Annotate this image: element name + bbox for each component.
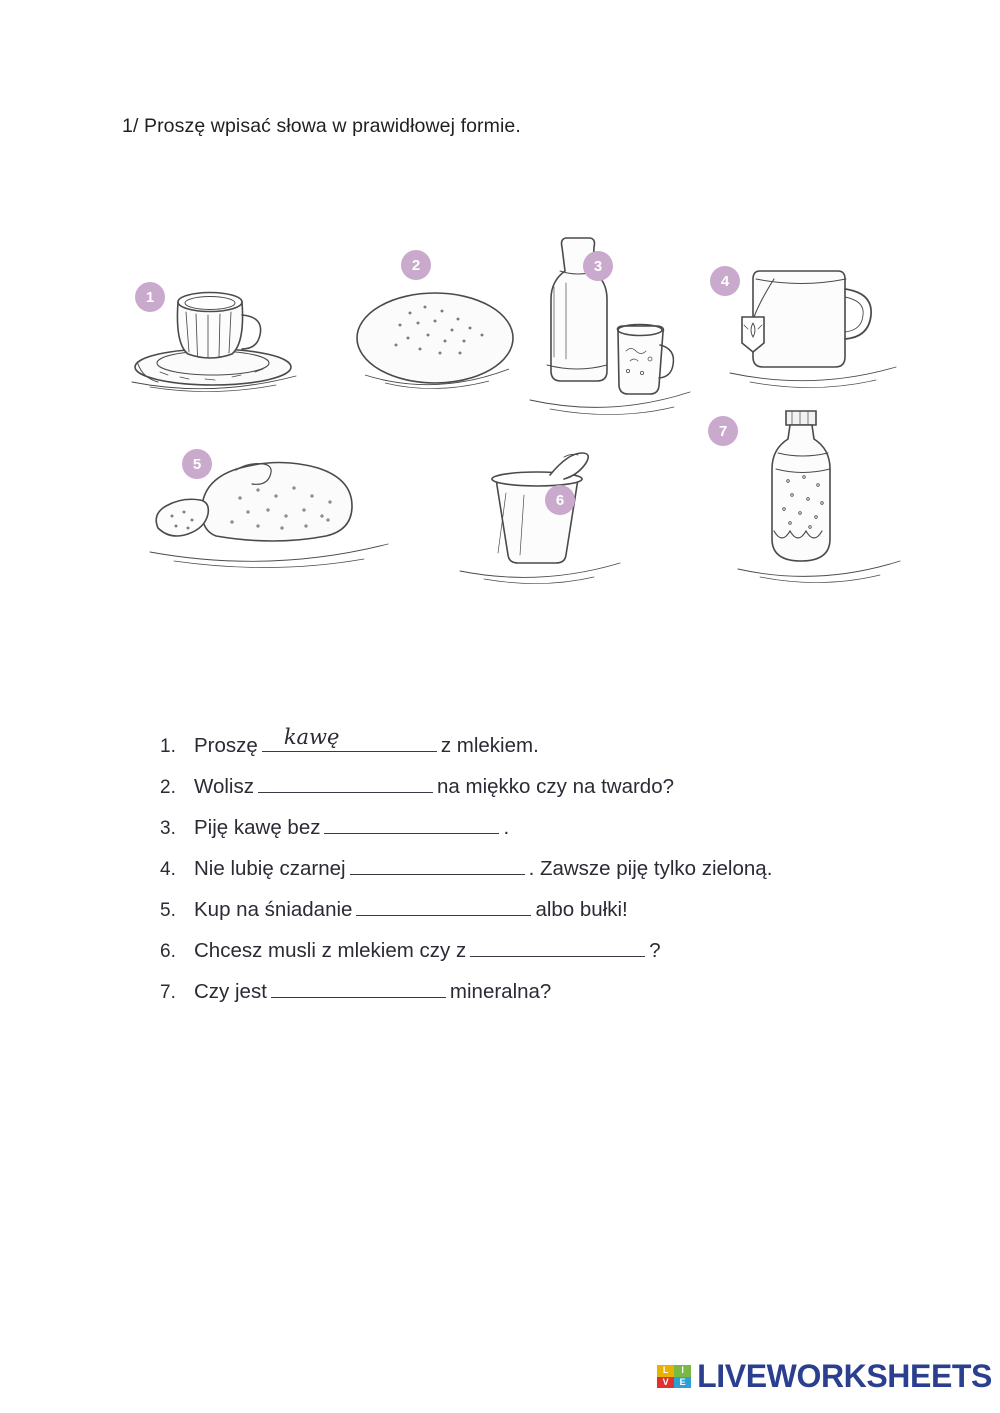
picture-badge-2: 2: [401, 250, 431, 280]
answer-blank-5[interactable]: [356, 894, 531, 916]
sentence-text-after: mineralna?: [449, 979, 552, 1003]
picture-badge-1: 1: [135, 282, 165, 312]
sentence-text-after: z mlekiem.: [440, 733, 539, 757]
cup-of-coffee-on-saucer-image: [120, 260, 310, 400]
logo-square-l: L: [657, 1365, 674, 1377]
sentence-row-3: [160, 812, 960, 840]
picture-badge-3: 3: [583, 251, 613, 281]
sentence-row-6: [160, 935, 960, 963]
sentence-text-after: albo bułki!: [535, 897, 628, 921]
answer-blank-3[interactable]: [324, 812, 499, 834]
sentence-number: 7.: [160, 981, 176, 1003]
boiled-egg-image: [340, 283, 530, 403]
logo-wordmark: LIVEWORKSHEETS: [697, 1358, 992, 1394]
logo-square-v: V: [657, 1377, 674, 1389]
sentence-number: 1.: [160, 735, 176, 757]
answer-blank-2[interactable]: [258, 771, 433, 793]
sentence-text-before: Proszę: [194, 733, 258, 757]
sentence-number: 4.: [160, 858, 176, 880]
sentence-text-before: Nie lubię czarnej: [194, 856, 346, 880]
sentence-text-after: na miękko czy na twardo?: [437, 774, 675, 798]
answer-blank-1[interactable]: [262, 730, 437, 752]
sentence-row-1: [160, 730, 960, 758]
sentence-text-after: . Zawsze piję tylko zieloną.: [528, 856, 773, 880]
sentence-text-after: ?: [649, 938, 661, 962]
liveworksheets-logo[interactable]: [657, 1358, 992, 1395]
yogurt-cup-image: [440, 435, 630, 590]
sentence-row-2: [160, 771, 960, 799]
answer-blank-6[interactable]: [470, 935, 645, 957]
picture-badge-6: 6: [545, 485, 575, 515]
picture-badge-7: 7: [708, 416, 738, 446]
sentence-text-before: Chcesz musli z mlekiem czy z: [194, 938, 467, 962]
sentence-row-4: [160, 853, 960, 881]
milk-bottle-and-jug-image: [510, 225, 710, 430]
sentence-row-7: [160, 976, 960, 1004]
bread-loaf-with-slice-image: [140, 440, 400, 585]
tea-mug-with-teabag-image: [712, 243, 912, 408]
sentence-text-before: Piję kawę bez: [194, 815, 321, 839]
sentence-number: 6.: [160, 940, 176, 962]
logo-square-i: I: [674, 1365, 691, 1377]
sentence-text-before: Czy jest: [194, 979, 267, 1003]
sentence-row-5: [160, 894, 960, 922]
answer-blank-7[interactable]: [271, 976, 446, 998]
instruction-text: 1/ Proszę wpisać słowa w prawidłowej formie.: [122, 115, 521, 137]
picture-badge-5: 5: [182, 449, 212, 479]
sentence-text-after: .: [503, 815, 510, 839]
sentence-text-before: Kup na śniadanie: [194, 897, 353, 921]
sentence-text-before: Wolisz: [194, 774, 254, 798]
illustration-area: [120, 225, 900, 605]
sentence-list: [160, 730, 960, 1017]
sentence-number: 5.: [160, 899, 176, 921]
mineral-water-bottle-image: [720, 385, 910, 590]
picture-badge-4: 4: [710, 266, 740, 296]
sentence-number: 3.: [160, 817, 176, 839]
sentence-number: 2.: [160, 776, 176, 798]
answer-blank-4[interactable]: [350, 853, 525, 875]
logo-square-e: E: [674, 1377, 691, 1389]
logo-squares: [657, 1365, 691, 1388]
